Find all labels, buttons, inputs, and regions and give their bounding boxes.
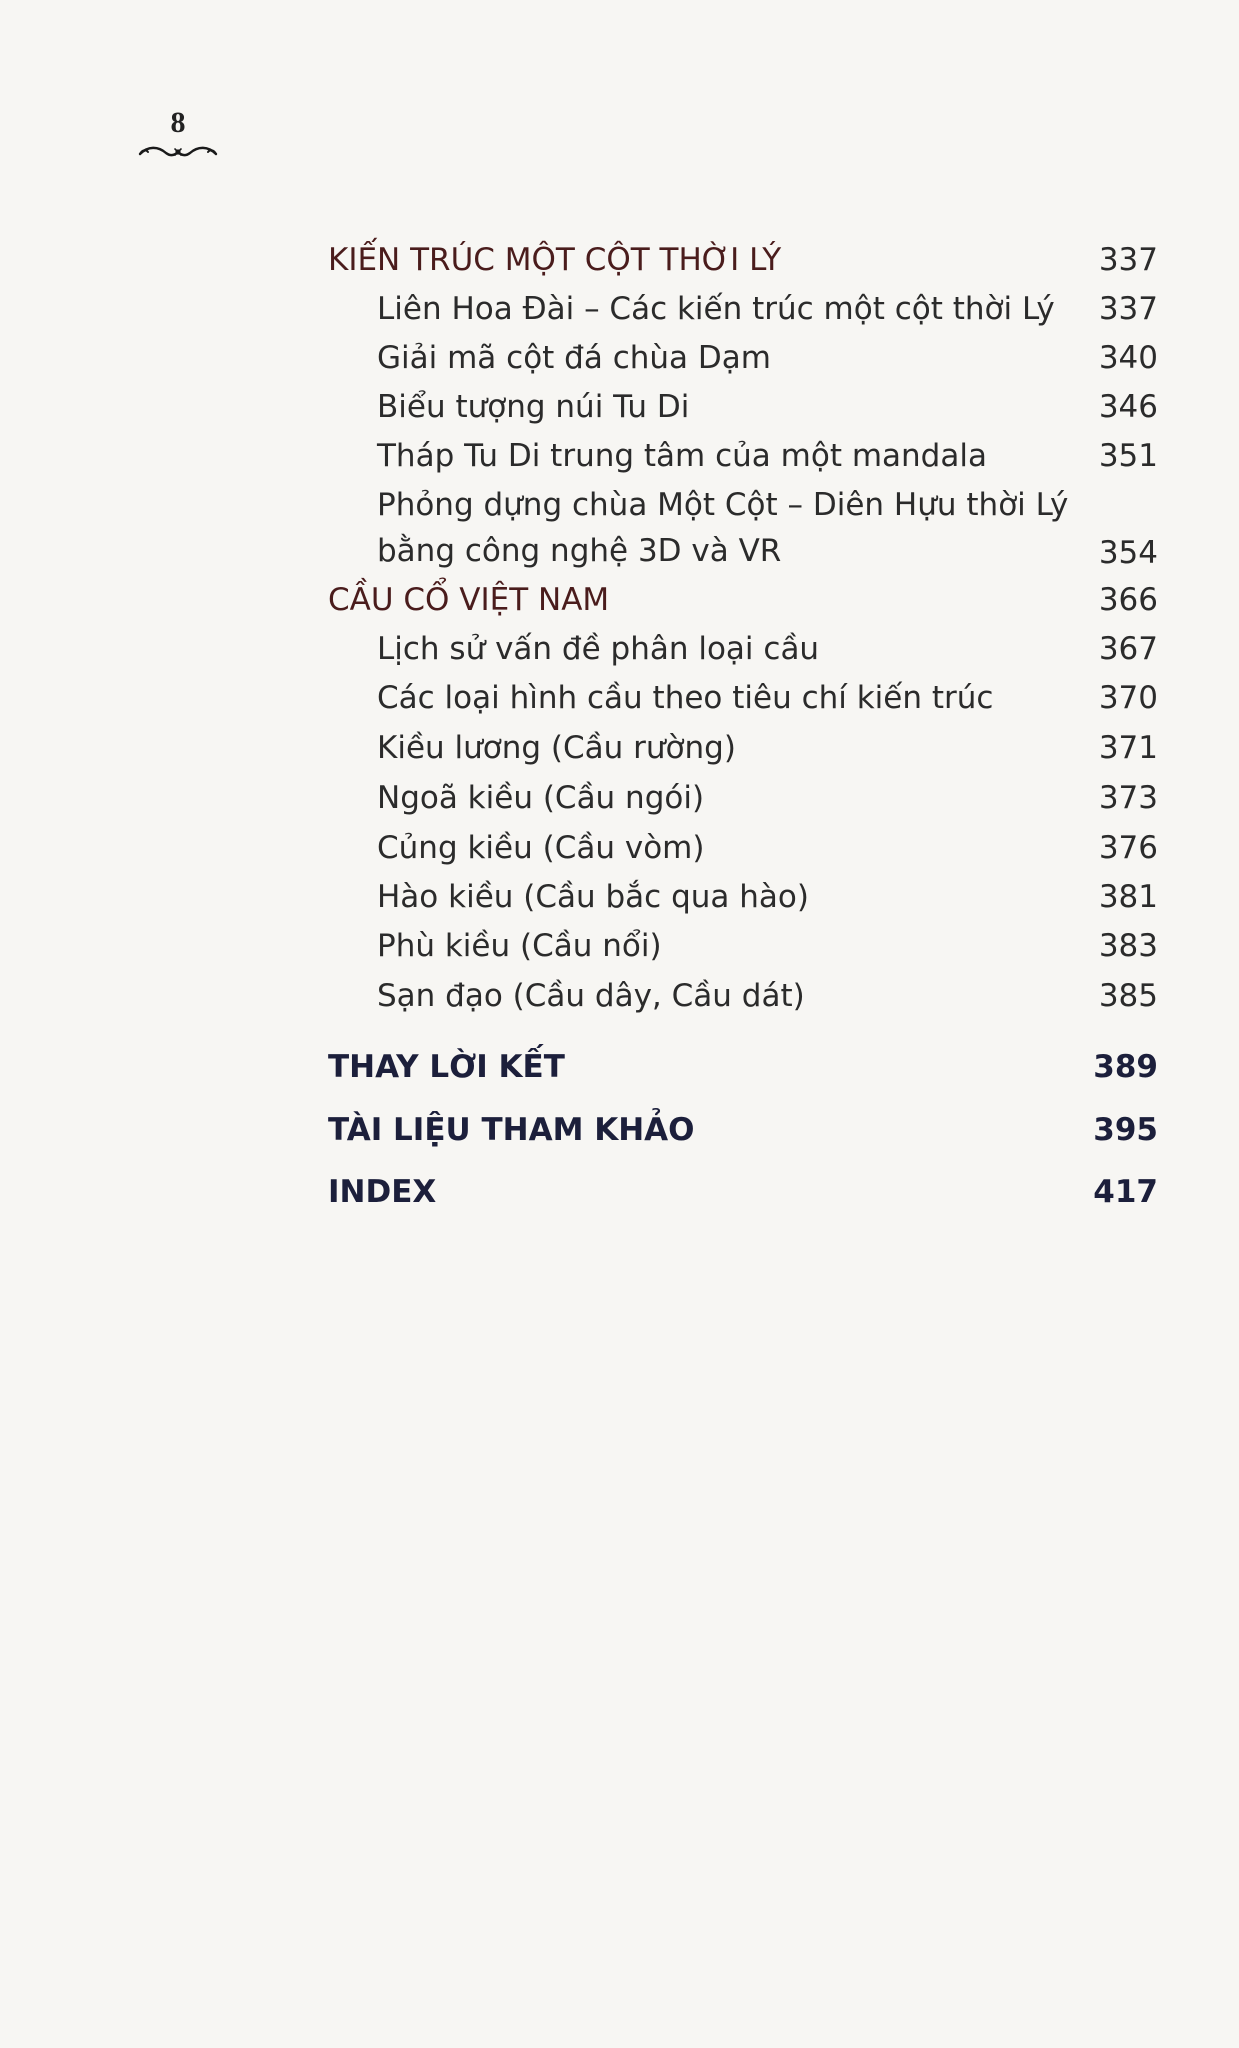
page-folio — [130, 108, 226, 162]
toc-entry-page: 340 — [1098, 340, 1158, 376]
toc-entry-title: INDEX — [328, 1174, 437, 1210]
toc-entry-page: 381 — [1098, 879, 1158, 915]
toc-entry-title: Hào kiều (Cầu bắc qua hào) — [377, 879, 809, 915]
toc-entry-page: 337 — [1098, 291, 1158, 327]
toc-entry-title: Giải mã cột đá chùa Dạm — [377, 340, 771, 376]
toc-entry-title: Kiều lương (Cầu rường) — [377, 730, 736, 766]
page-number: 8 — [170, 106, 186, 139]
toc-entry-page: 376 — [1098, 830, 1158, 866]
toc-entry-page: 370 — [1098, 680, 1158, 716]
toc-entry-page: 337 — [1098, 242, 1158, 278]
toc-entry-title: Liên Hoa Đài – Các kiến trúc một cột thời Lý — [377, 291, 1055, 327]
toc-entry-page: 366 — [1098, 582, 1158, 618]
toc-entry-title-line1: Phỏng dựng chùa Một Cột – Diên Hựu thời Lý — [377, 487, 1069, 523]
toc-entry-page: 389 — [1093, 1049, 1158, 1085]
toc-entry-title: Củng kiều (Cầu vòm) — [377, 830, 705, 866]
toc-entry-page: 395 — [1093, 1112, 1158, 1148]
toc-entry-title: Tháp Tu Di trung tâm của một mandala — [377, 438, 987, 474]
toc-entry-page: 354 — [1098, 535, 1158, 571]
toc-entry-title: THAY LỜI KẾT — [328, 1049, 565, 1085]
toc-entry-page: 373 — [1098, 780, 1158, 816]
toc-entry-title: Ngoã kiều (Cầu ngói) — [377, 780, 705, 816]
toc-entry-page: 371 — [1098, 730, 1158, 766]
toc-entry-page: 346 — [1098, 389, 1158, 425]
flourish-ornament-icon — [136, 140, 220, 162]
toc-entry-title: CẦU CỔ VIỆT NAM — [328, 582, 610, 618]
toc-entry-title: Sạn đạo (Cầu dây, Cầu dát) — [377, 978, 805, 1014]
toc-entry-page: 383 — [1098, 928, 1158, 964]
toc-entry-page: 385 — [1098, 978, 1158, 1014]
toc-entry-title: Phù kiều (Cầu nổi) — [377, 928, 662, 964]
toc-entry-title: Các loại hình cầu theo tiêu chí kiến trúc — [377, 680, 994, 716]
toc-entry-title: Lịch sử vấn đề phân loại cầu — [377, 631, 820, 667]
toc-entry-title-line2: bằng công nghệ 3D và VR — [377, 533, 782, 569]
toc-entry-page: 367 — [1098, 631, 1158, 667]
toc-entry-title: KIẾN TRÚC MỘT CỘT THỜI LÝ — [328, 242, 782, 278]
toc-entry-page: 417 — [1093, 1174, 1158, 1210]
toc-entry-title: Biểu tượng núi Tu Di — [377, 389, 690, 425]
toc-entry-page: 351 — [1098, 438, 1158, 474]
toc-entry-title: TÀI LIỆU THAM KHẢO — [328, 1112, 695, 1148]
